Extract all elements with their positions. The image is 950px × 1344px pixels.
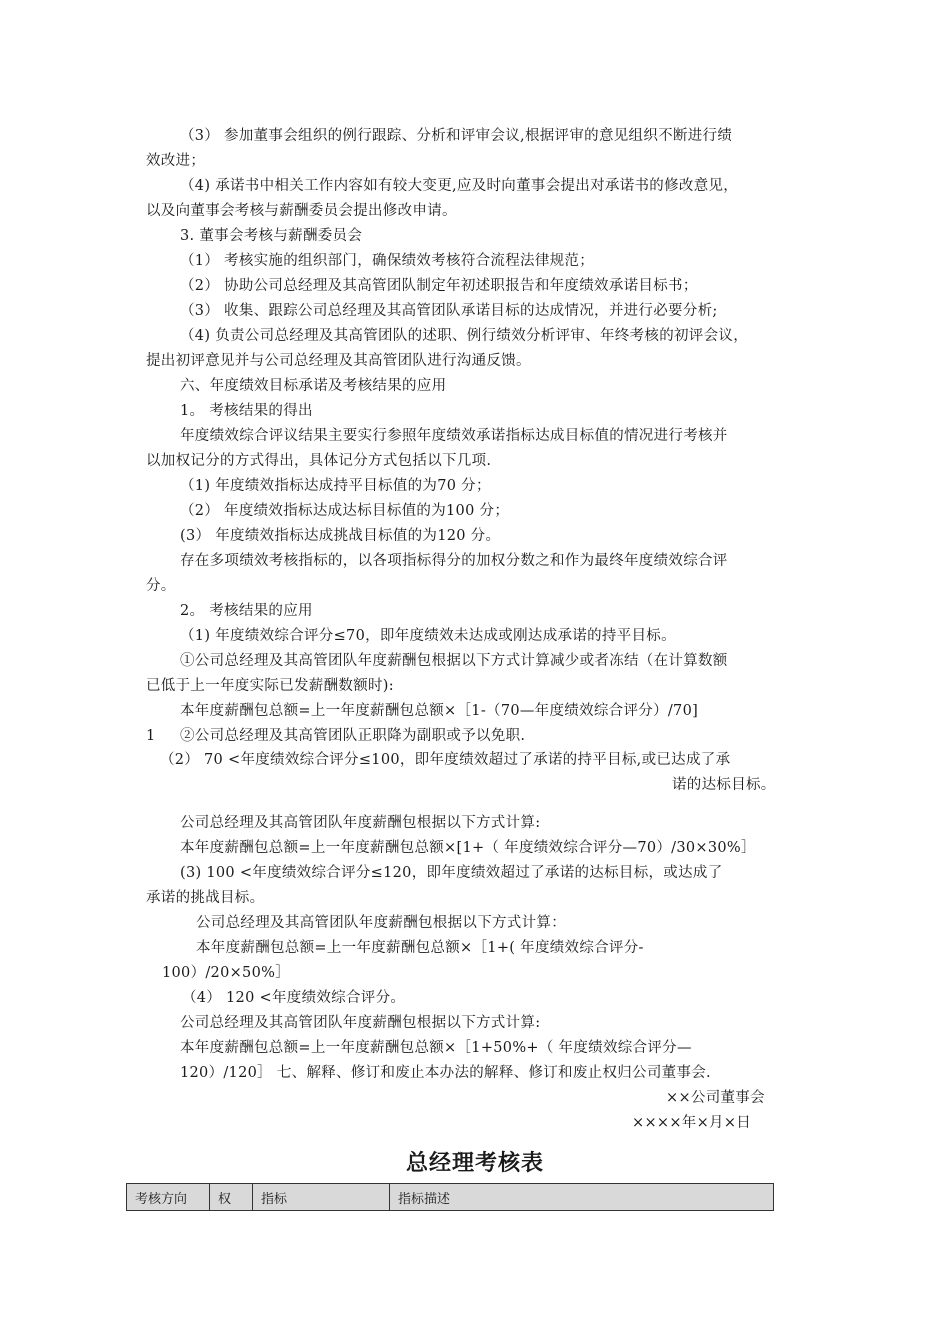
- stray-number: 1: [146, 728, 156, 744]
- text-line: 以加权记分的方式得出，具体记分方式包括以下几项.: [146, 453, 492, 469]
- signature-date: ××××年×月×日: [632, 1115, 752, 1131]
- header-cell-direction: 考核方向: [127, 1184, 210, 1211]
- text-line: （4) 负责公司总经理及其高管团队的述职、例行绩效分析评审、年终考核的初评会议，: [180, 328, 748, 344]
- text-line: （1) 年度绩效指标达成持平目标值的为70 分；: [180, 478, 491, 494]
- signature-org: ××公司董事会: [666, 1090, 765, 1106]
- header-cell-description: 指标描述: [390, 1184, 774, 1211]
- section-heading: 1。 考核结果的得出: [180, 403, 313, 419]
- text-line: （3） 参加董事会组织的例行跟踪、分析和评审会议,根据评审的意见组织不断进行绩: [180, 128, 733, 144]
- text-line: 存在多项绩效考核指标的，以各项指标得分的加权分数之和作为最终年度绩效综合评: [180, 553, 728, 569]
- text-line: 公司总经理及其高管团队年度薪酬包根据以下方式计算:: [180, 815, 541, 831]
- section-heading: 六、年度绩效目标承诺及考核结果的应用: [180, 378, 447, 394]
- text-line: (3) 100 <年度绩效综合评分≤120，即年度绩效超过了承诺的达标目标，或达成了: [180, 865, 723, 881]
- text-line: 年度绩效综合评议结果主要实行参照年度绩效承诺指标达成目标值的情况进行考核并: [180, 428, 728, 444]
- text-line: 已低于上一年度实际已发薪酬数额时):: [146, 678, 394, 694]
- text-line: ②公司总经理及其高管团队正职降为副职或予以免职.: [180, 728, 526, 744]
- text-line: （1) 年度绩效综合评分≤70，即年度绩效未达成或刚达成承诺的持平目标。: [180, 628, 676, 644]
- text-line: ①公司总经理及其高管团队年度薪酬包根据以下方式计算减少或者冻结（在计算数额: [180, 653, 728, 669]
- text-line: （4) 承诺书中相关工作内容如有较大变更,应及时向董事会提出对承诺书的修改意见，: [180, 178, 739, 194]
- text-line: 以及向董事会考核与薪酬委员会提出修改申请。: [146, 203, 457, 219]
- header-cell-indicator: 指标: [253, 1184, 390, 1211]
- section-heading: 2。 考核结果的应用: [180, 603, 313, 619]
- text-line: 承诺的挑战目标。: [146, 890, 265, 906]
- text-line: 诺的达标目标。: [672, 777, 776, 793]
- formula-line: 本年度薪酬包总额=上一年度薪酬包总额×［1+50%+（ 年度绩效综合评分—: [180, 1040, 692, 1056]
- text-line: 分。: [146, 578, 176, 594]
- formula-line: 100）/20×50%］: [162, 965, 290, 981]
- text-line: （2） 年度绩效指标达成达标目标值的为100 分；: [180, 503, 510, 519]
- table-title: 总经理考核表: [405, 1151, 544, 1176]
- text-line: （2） 70 <年度绩效综合评分≤100，即年度绩效超过了承诺的持平目标,或已达成了承: [160, 752, 731, 768]
- formula-line: 本年度薪酬包总额=上一年度薪酬包总额×［1+( 年度绩效综合评分-: [196, 940, 644, 956]
- text-line: （1） 考核实施的组织部门，确保绩效考核符合流程法律规范；: [180, 253, 595, 269]
- text-line: （2） 协助公司总经理及其高管团队制定年初述职报告和年度绩效承诺目标书；: [180, 278, 698, 294]
- header-cell-weight: 权: [210, 1184, 253, 1211]
- formula-line: 本年度薪酬包总额=上一年度薪酬包总额×[1+（ 年度绩效综合评分—70）/30×30%］: [180, 840, 756, 856]
- text-line: 提出初评意见并与公司总经理及其高管团队进行沟通反馈。: [146, 353, 531, 369]
- table-header-row: [127, 1184, 774, 1211]
- section-heading: 3. 董事会考核与薪酬委员会: [180, 228, 363, 244]
- assessment-table: [126, 1183, 774, 1211]
- text-line: 公司总经理及其高管团队年度薪酬包根据以下方式计算:: [180, 1015, 541, 1031]
- formula-line: 本年度薪酬包总额=上一年度薪酬包总额×［1-（70—年度绩效综合评分）/70]: [180, 703, 699, 719]
- text-line: 效改进；: [146, 153, 206, 169]
- text-line: 120）/120］ 七、解释、修订和废止本办法的解释、修订和废止权归公司董事会.: [180, 1065, 711, 1081]
- text-line: （4） 120 <年度绩效综合评分。: [182, 990, 406, 1006]
- text-line: (3） 年度绩效指标达成挑战目标值的为120 分。: [180, 528, 501, 544]
- text-line: （3） 收集、跟踪公司总经理及其高管团队承诺目标的达成情况，并进行必要分析;: [180, 303, 718, 319]
- text-line: 公司总经理及其高管团队年度薪酬包根据以下方式计算：: [196, 915, 566, 931]
